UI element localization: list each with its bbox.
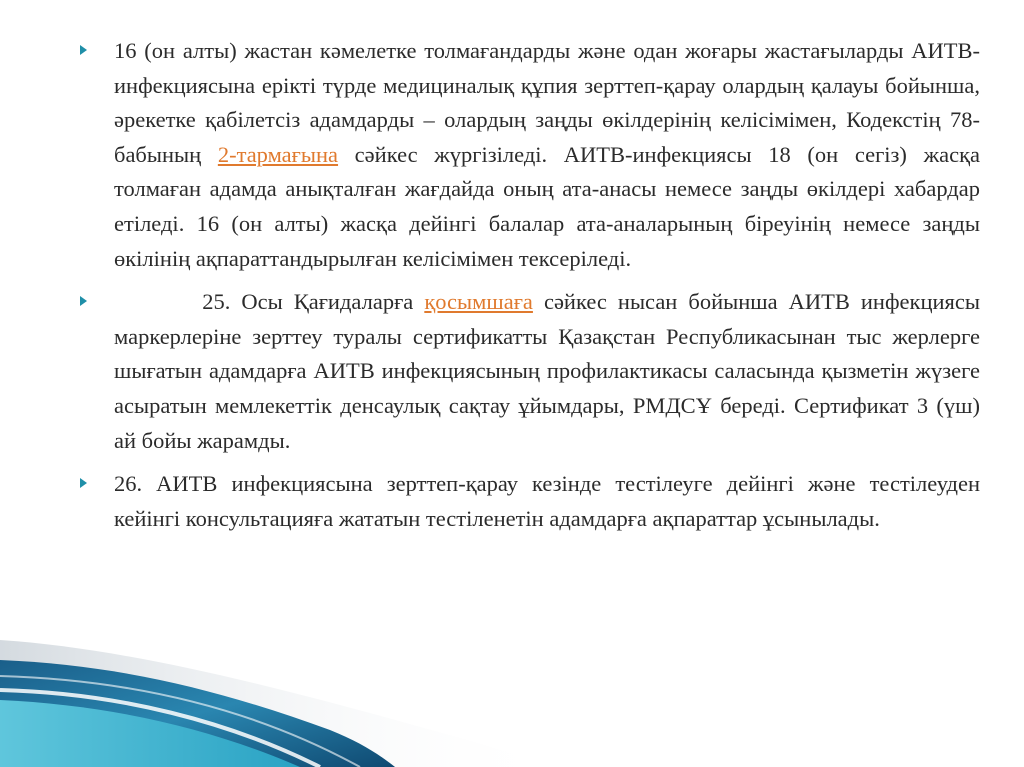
paragraph-1-text-end: сәйкес жүргізіледі. АИТВ-инфекциясы 18 (он сегіз) жасқа толмаған адамда анықталған жағдайда оның ата-анасы немесе заңды өкілдері хабардар етіледі. 16 (он алты) жасқа дейінгі балалар ата-аналарының біреуінің немесе заңды өкілінің ақпараттандырылған келісімімен тексеріледі. xyxy=(114,141,980,271)
paragraph-2-text-start: 25. Осы Қағидаларға xyxy=(202,289,425,315)
paragraph-3-text: 26. АИТВ инфекциясына зерттеп-қарау кезінде тестілеуге дейінгі және тестілеуден кейінгі консультацияға жататын тестіленетін адамдарға ақпараттар ұсынылады. xyxy=(114,471,980,531)
list-item xyxy=(80,285,980,458)
link-kosymshaga[interactable]: қосымшаға xyxy=(424,289,533,315)
paragraph-1-text-start: 16 (он алты) жастан кәмелетке толмағандарды және одан жоғары жастағыларды АИТВ-инфекциясына ерікті түрде медициналық құпия зерттеп-қарау олардың қалауы бойынша, әрекетке қабілетсіз адамдарды – олардың заңды өкілдерінің келісімімен, Кодекстің 78-бабының xyxy=(114,38,980,167)
bullet-arrow-icon xyxy=(80,296,87,306)
paragraph-2 xyxy=(114,285,980,458)
list-item xyxy=(80,467,980,536)
content-area xyxy=(80,34,980,545)
paragraph-2-indent xyxy=(114,289,202,314)
list-item xyxy=(80,34,980,276)
paragraph-2-text-end: сәйкес нысан бойынша АИТВ инфекциясы маркерлеріне зерттеу туралы сертификатты Қазақстан Республикасынан тыс жерлерге шығатын адамдарға АИТВ инфекциясының профилактикасы саласында қызметін жүзеге асыратын мемлекеттік денсаулық сақтау ұйымдары, РМДСҰ береді. Сертификат 3 (үш) ай бойы жарамды. xyxy=(114,289,980,453)
paragraph-1 xyxy=(114,34,980,276)
paragraph-3 xyxy=(114,467,980,536)
bullet-arrow-icon xyxy=(80,45,87,55)
link-2-tarmagyna[interactable]: 2-тармағына xyxy=(217,141,339,167)
bullet-arrow-icon xyxy=(80,478,87,488)
